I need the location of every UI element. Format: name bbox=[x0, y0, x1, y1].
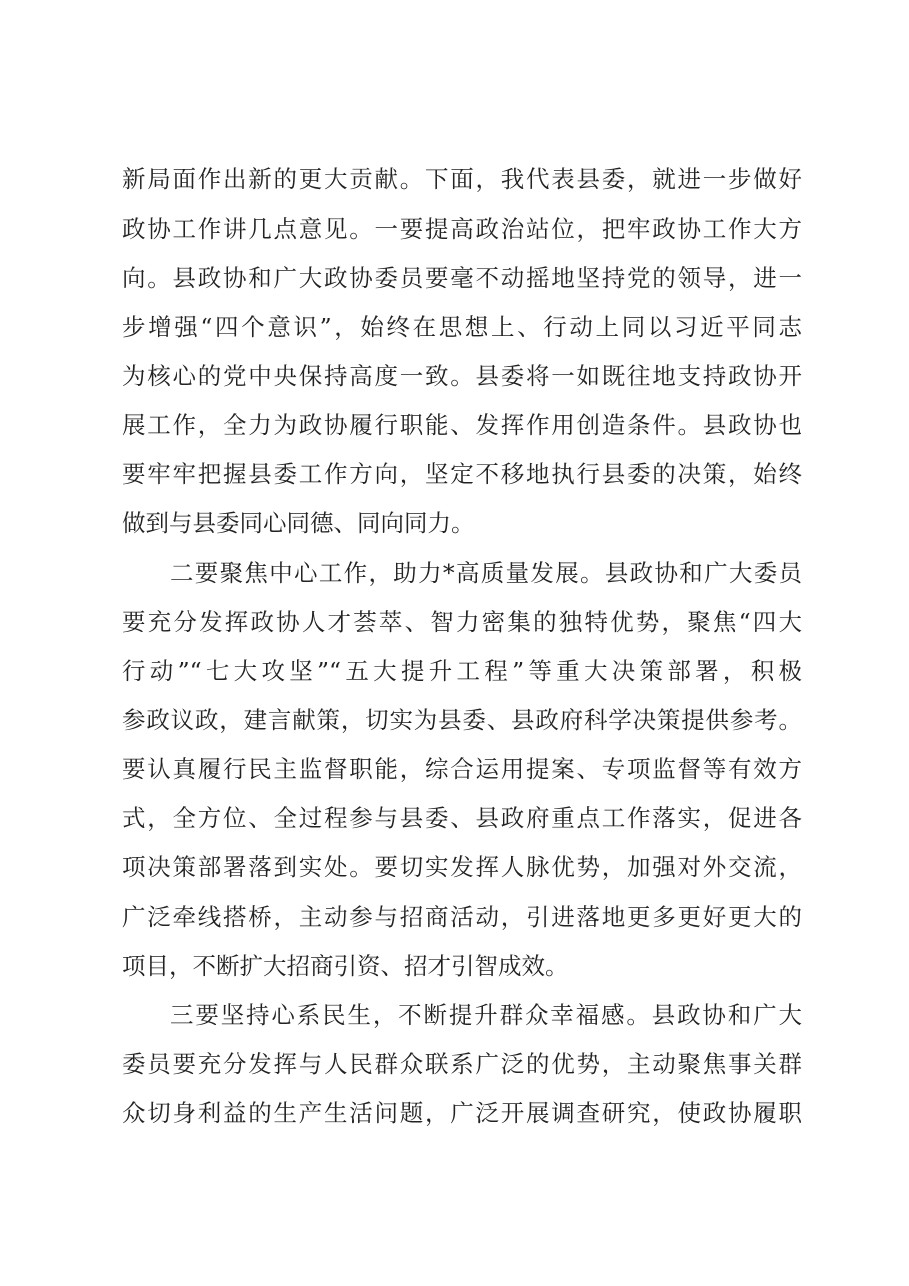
text-line: 行动”“七大攻坚”“五大提升工程”等重大决策部署，积极 bbox=[122, 657, 802, 685]
paragraph-start-line: 二要聚焦中心工作，助力*高质量发展。县政协和广大委员 bbox=[170, 559, 802, 587]
paragraph-start-line: 三要坚持心系民生，不断提升群众幸福感。县政协和广大 bbox=[170, 1001, 802, 1029]
text-line: 步增强“四个意识”，始终在思想上、行动上同以习近平同志 bbox=[122, 313, 802, 341]
text-line: 新局面作出新的更大贡献。下面，我代表县委，就进一步做好 bbox=[122, 165, 802, 193]
text-line: 向。县政协和广大政协委员要毫不动摇地坚持党的领导，进一 bbox=[122, 264, 802, 292]
text-line: 项目，不断扩大招商引资、招才引智成效。 bbox=[122, 952, 569, 980]
text-line: 做到与县委同心同德、同向同力。 bbox=[122, 509, 475, 537]
text-line: 要认真履行民主监督职能，综合运用提案、专项监督等有效方 bbox=[122, 755, 802, 783]
text-line: 参政议政，建言献策，切实为县委、县政府科学决策提供参考。 bbox=[122, 706, 802, 734]
text-line: 广泛牵线搭桥，主动参与招商活动，引进落地更多更好更大的 bbox=[122, 903, 802, 931]
text-line: 式，全方位、全过程参与县委、县政府重点工作落实，促进各 bbox=[122, 804, 802, 832]
text-line: 政协工作讲几点意见。一要提高政治站位，把牢政协工作大方 bbox=[122, 215, 802, 243]
text-line: 项决策部署落到实处。要切实发挥人脉优势，加强对外交流， bbox=[122, 853, 802, 881]
text-line: 展工作，全力为政协履行职能、发挥作用创造条件。县政协也 bbox=[122, 411, 802, 439]
text-line: 为核心的党中央保持高度一致。县委将一如既往地支持政协开 bbox=[122, 362, 802, 390]
text-line: 众切身利益的生产生活问题，广泛开展调查研究，使政协履职 bbox=[122, 1099, 802, 1127]
text-line: 委员要充分发挥与人民群众联系广泛的优势，主动聚焦事关群 bbox=[122, 1050, 802, 1078]
text-line: 要牢牢把握县委工作方向，坚定不移地执行县委的决策，始终 bbox=[122, 460, 802, 488]
text-line: 要充分发挥政协人才荟萃、智力密集的独特优势，聚焦“四大 bbox=[122, 608, 802, 636]
